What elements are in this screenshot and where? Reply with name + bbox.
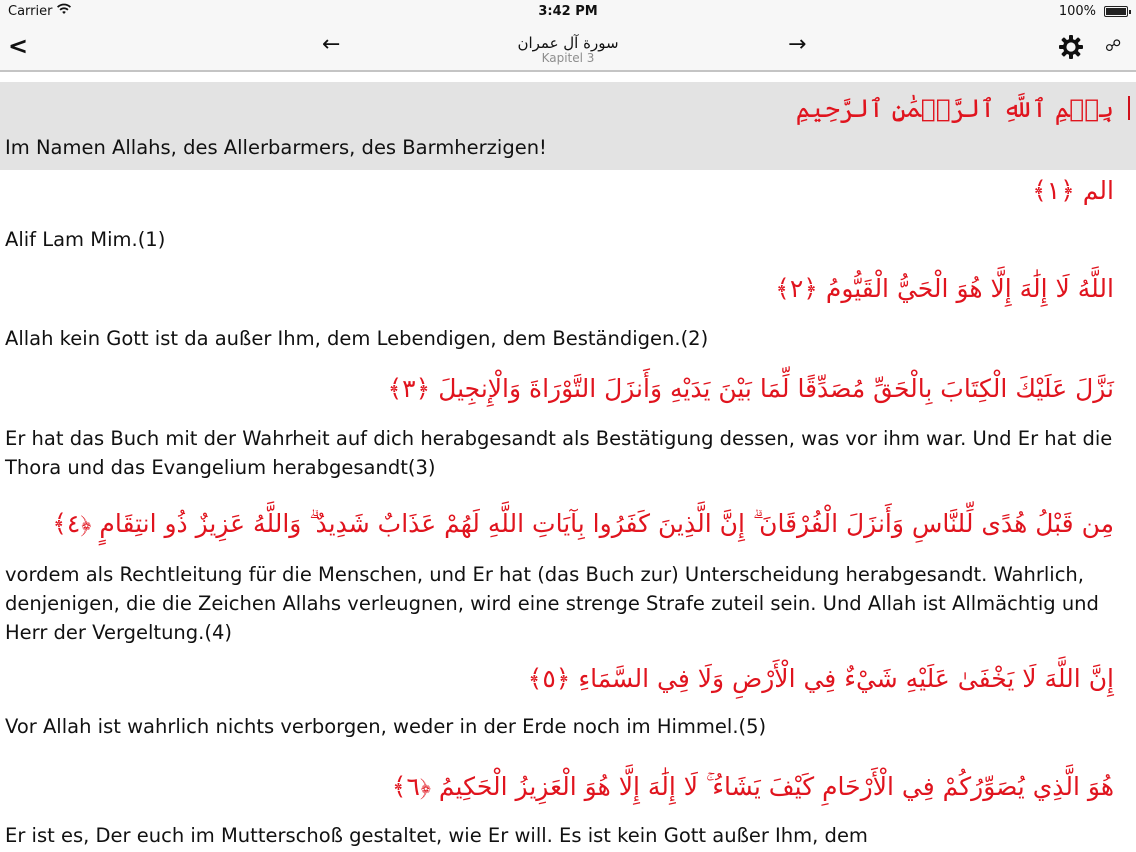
verse-2-translation xyxy=(5,324,1131,353)
verse-5-translation xyxy=(5,712,1131,741)
surah-title: سورة آل عمران xyxy=(517,34,619,52)
verse-number: (1) xyxy=(137,228,166,251)
verse-5-text: Vor Allah ist wahrlich nichts verborgen, weder in der Erde noch im Himmel. xyxy=(5,715,739,738)
basmala-arabic: بِسۡمِ ٱللَّهِ ٱلرَّحۡمَٰنِ ٱلرَّحِيمِ xyxy=(795,94,1114,123)
battery-icon xyxy=(1104,6,1128,17)
verse-3-arabic: نَزَّلَ عَلَيْكَ الْكِتَابَ بِالْحَقِّ مُصَدِّقًا لِّمَا بَيْنَ يَدَيْهِ وَأَنزَلَ التَّوْرَاةَ وَالْإِنجِيلَ ﴿٣﴾ xyxy=(387,374,1114,403)
verse-4-arabic: مِن قَبْلُ هُدًى لِّلنَّاسِ وَأَنزَلَ الْفُرْقَانَ ۗ إِنَّ الَّذِينَ كَفَرُوا بِآيَاتِ اللَّهِ لَهُمْ عَذَابٌ شَدِيدٌ ۗ وَاللَّهُ عَزِيزٌ ذُو انتِقَامٍ ﴿٤﴾ xyxy=(52,509,1114,538)
verse-6-arabic: هُوَ الَّذِي يُصَوِّرُكُمْ فِي الْأَرْحَامِ كَيْفَ يَشَاءُ ۚ لَا إِلَٰهَ إِلَّا هُوَ الْعَزِيزُ الْحَكِيمُ ﴿٦﴾ xyxy=(391,772,1114,801)
verse-2-text: Allah kein Gott ist da außer Ihm, dem Lebendigen, dem Beständigen. xyxy=(5,327,681,350)
verse-4-text: vordem als Rechtleitung für die Menschen, und Er hat (das Buch zur) Unterscheidung herabgesandt. Wahrlich, denjenigen, die die Zeichen Allahs verleugnen, wird eine strenge Strafe zuteil sein. Und Allah ist Allmächtig und Herr der Vergeltung. xyxy=(5,563,1099,644)
verse-number: (3) xyxy=(407,456,436,479)
next-chapter-button[interactable]: → xyxy=(788,32,807,57)
verse-2-arabic: اللَّهُ لَا إِلَٰهَ إِلَّا هُوَ الْحَيُّ الْقَيُّومُ ﴿٢﴾ xyxy=(775,274,1114,303)
verse-6-text: Er ist es, Der euch im Mutterschoß gestaltet, wie Er will. Es ist kein Gott außer Ihm, dem xyxy=(5,824,868,847)
basmala-translation: Im Namen Allahs, des Allerbarmers, des Barmherzigen! xyxy=(5,136,547,159)
settings-gear-icon[interactable] xyxy=(1058,34,1084,60)
verse-6-translation xyxy=(5,821,1131,850)
verse-1-translation xyxy=(5,225,1131,254)
navigation-bar xyxy=(0,24,1136,72)
back-button[interactable]: < xyxy=(8,32,29,60)
verse-3-text: Er hat das Buch mit der Wahrheit auf dich herabgesandt als Bestätigung dessen, was vor ihm war. Und Er hat die Thora und das Evangelium herabgesandt xyxy=(5,427,1113,479)
basmala-block xyxy=(0,82,1136,170)
battery-percent: 100% xyxy=(1058,4,1096,19)
chapter-title xyxy=(418,35,718,65)
verse-1-arabic: الم ﴿١﴾ xyxy=(1032,176,1114,205)
verse-list[interactable] xyxy=(0,72,1136,852)
share-icon[interactable]: ☍ xyxy=(1105,36,1122,55)
status-bar xyxy=(0,0,1136,24)
previous-chapter-button[interactable]: ← xyxy=(322,32,341,57)
carrier-label: Carrier xyxy=(8,4,53,19)
verse-3-translation xyxy=(5,424,1131,482)
chapter-subtitle: Kapitel 3 xyxy=(541,51,595,65)
status-time: 3:42 PM xyxy=(538,4,598,19)
text-cursor xyxy=(1128,96,1130,120)
verse-number: (5) xyxy=(738,715,767,738)
verse-5-arabic: إِنَّ اللَّهَ لَا يَخْفَىٰ عَلَيْهِ شَيْءٌ فِي الْأَرْضِ وَلَا فِي السَّمَاءِ ﴿٥﴾ xyxy=(527,664,1114,693)
verse-4-translation xyxy=(5,560,1131,647)
verse-number: (4) xyxy=(204,621,232,644)
verse-1-text: Alif Lam Mim. xyxy=(5,228,138,251)
battery-fill xyxy=(1106,8,1126,15)
verse-number: (2) xyxy=(680,327,709,350)
